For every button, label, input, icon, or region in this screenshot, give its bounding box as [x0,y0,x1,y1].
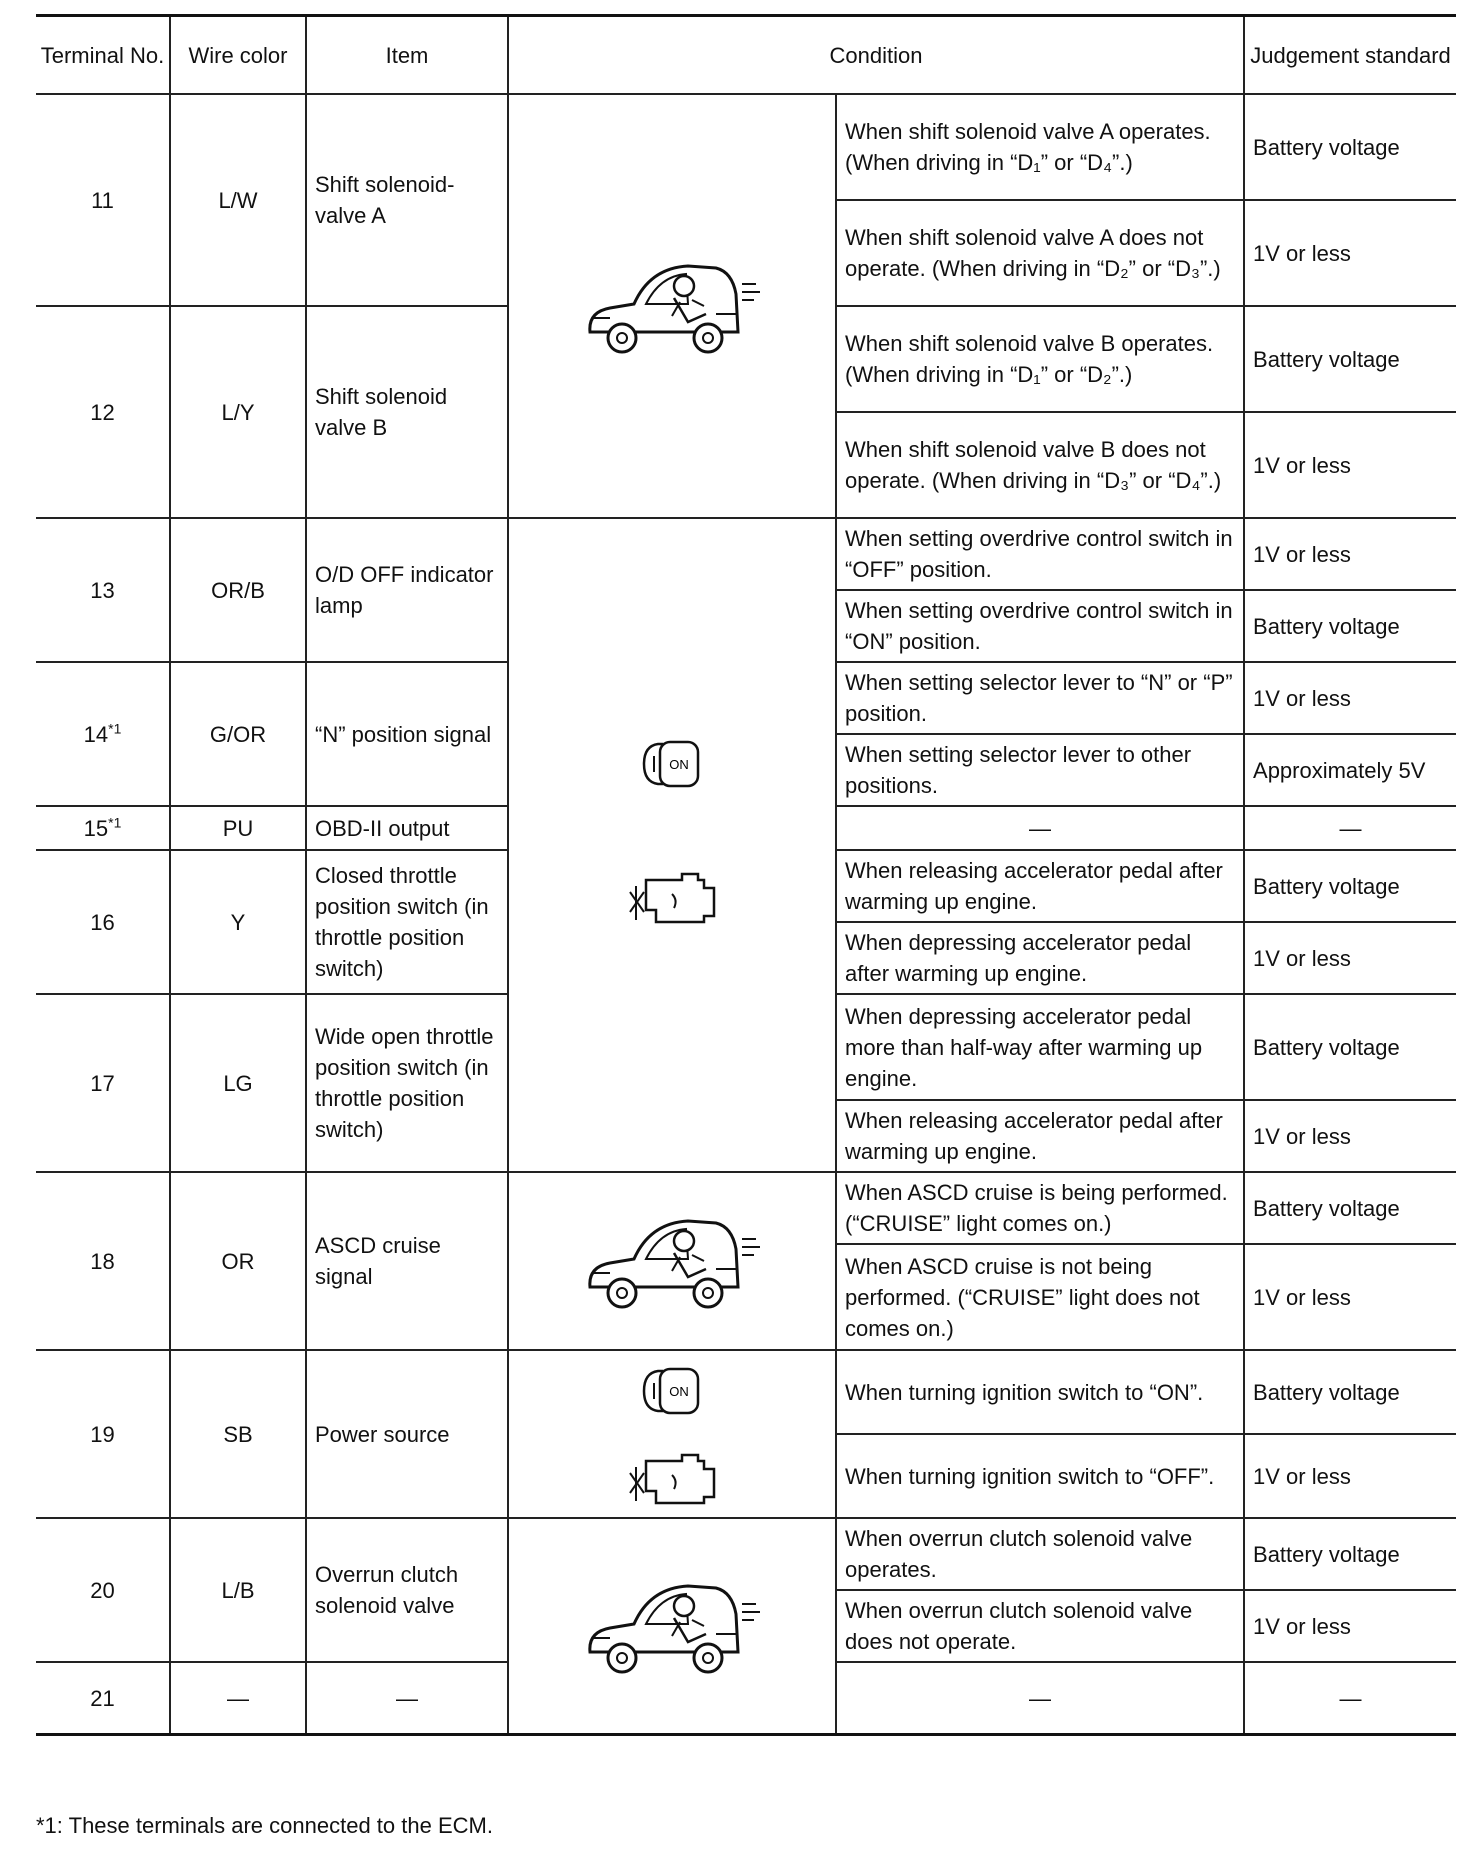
terminal-no [36,806,170,850]
judgement-standard: 1V or less [1244,1434,1456,1518]
judgement-standard: Battery voltage [1244,306,1456,412]
terminal-no: 11 [36,94,170,306]
header-terminal: Terminal No. [36,16,170,95]
condition-text: When setting selector lever to “N” or “P” position. [836,662,1244,734]
item: — [306,1662,508,1735]
judgement-standard: 1V or less [1244,662,1456,734]
judgement-standard: Battery voltage [1244,1350,1456,1434]
judgement-standard: — [1244,806,1456,850]
item: OBD-II output [306,806,508,850]
condition-icon-cell [508,94,836,518]
engine-running-icon [626,1445,718,1507]
terminal-no: 21 [36,1662,170,1735]
condition-text: When turning ignition switch to “ON”. [836,1350,1244,1434]
condition-text: When releasing accelerator pedal after warming up engine. [836,1100,1244,1172]
terminal-footnote-mark: *1 [108,720,122,737]
wire-color: OR [170,1172,306,1350]
condition-text: When setting overdrive control switch in “ON” position. [836,590,1244,662]
condition-icon-cell [508,518,836,1172]
car-driving-icon [576,1209,768,1313]
header-item: Item [306,16,508,95]
judgement-standard: 1V or less [1244,412,1456,518]
ignition-key-on-icon [640,1361,704,1421]
header-condition: Condition [508,16,1244,95]
car-driving-icon [576,254,768,358]
condition-text: When overrun clutch solenoid valve does not operate. [836,1590,1244,1662]
wire-color: G/OR [170,662,306,806]
terminal-no: 13 [36,518,170,662]
condition-text: When shift solenoid valve B does not operate. (When driving in “D₃” or “D₄”.) [836,412,1244,518]
terminal-number: 14 [83,721,109,747]
judgement-standard: 1V or less [1244,1244,1456,1350]
header-row [36,16,1456,95]
engine-running-icon [626,864,718,926]
header-wire-color: Wire color [170,16,306,95]
judgement-standard: 1V or less [1244,1100,1456,1172]
condition-text: When shift solenoid valve A operates. (When driving in “D₁” or “D₄”.) [836,94,1244,200]
judgement-standard: — [1244,1662,1456,1735]
judgement-standard: 1V or less [1244,518,1456,590]
condition-text: When setting overdrive control switch in “OFF” position. [836,518,1244,590]
item: ASCD cruise signal [306,1172,508,1350]
wire-color: OR/B [170,518,306,662]
wire-color: — [170,1662,306,1735]
wire-color: LG [170,994,306,1172]
footnote: *1: These terminals are connected to the ECM. [36,1813,493,1838]
table-row [36,518,1456,590]
item: Shift solenoid-valve A [306,94,508,306]
item: Overrun clutch solenoid valve [306,1518,508,1662]
terminal-number: 15 [83,815,109,841]
condition-text: — [836,1662,1244,1735]
terminal-footnote-mark: *1 [108,814,122,831]
car-driving-icon [576,1574,768,1678]
header-judgement: Judgement standard [1244,16,1456,95]
table-row [36,94,1456,200]
wire-color: L/W [170,94,306,306]
terminal-no [36,662,170,806]
judgement-standard: 1V or less [1244,200,1456,306]
ignition-key-on-icon [640,734,704,794]
condition-text: When depressing accelerator pedal more than half-way after warming up engine. [836,994,1244,1100]
item: Shift solenoid valve B [306,306,508,518]
key-on-label: ON [669,1384,689,1399]
table-row [36,1350,1456,1434]
condition-text: When shift solenoid valve B operates. (When driving in “D₁” or “D₂”.) [836,306,1244,412]
terminal-no: 20 [36,1518,170,1662]
judgement-standard: Approximately 5V [1244,734,1456,806]
condition-icon-cell [508,1350,836,1518]
item: O/D OFF indicator lamp [306,518,508,662]
terminal-no: 17 [36,994,170,1172]
wire-color: Y [170,850,306,994]
judgement-standard: 1V or less [1244,1590,1456,1662]
terminal-table [36,14,1456,1736]
item: “N” position signal [306,662,508,806]
judgement-standard: Battery voltage [1244,1518,1456,1590]
key-on-label: ON [669,757,689,772]
condition-text: When shift solenoid valve A does not operate. (When driving in “D₂” or “D₃”.) [836,200,1244,306]
judgement-standard: 1V or less [1244,922,1456,994]
item: Wide open throttle position switch (in throttle position switch) [306,994,508,1172]
condition-text: When setting selector lever to other positions. [836,734,1244,806]
judgement-standard: Battery voltage [1244,994,1456,1100]
condition-text: When turning ignition switch to “OFF”. [836,1434,1244,1518]
wire-color: SB [170,1350,306,1518]
wire-color: L/Y [170,306,306,518]
judgement-standard: Battery voltage [1244,1172,1456,1244]
table-row [36,1172,1456,1244]
terminal-no: 16 [36,850,170,994]
condition-icon-cell [508,1172,836,1350]
judgement-standard: Battery voltage [1244,94,1456,200]
terminal-no: 19 [36,1350,170,1518]
condition-text: — [836,806,1244,850]
terminal-no: 18 [36,1172,170,1350]
item: Power source [306,1350,508,1518]
wire-color: PU [170,806,306,850]
condition-icon-cell [508,1518,836,1735]
condition-text: When depressing accelerator pedal after warming up engine. [836,922,1244,994]
condition-text: When releasing accelerator pedal after warming up engine. [836,850,1244,922]
judgement-standard: Battery voltage [1244,850,1456,922]
terminal-no: 12 [36,306,170,518]
judgement-standard: Battery voltage [1244,590,1456,662]
item: Closed throttle position switch (in throttle position switch) [306,850,508,994]
terminal-table-wrapper [36,14,1456,1736]
wire-color: L/B [170,1518,306,1662]
condition-text: When overrun clutch solenoid valve operates. [836,1518,1244,1590]
condition-text: When ASCD cruise is being performed. (“CRUISE” light comes on.) [836,1172,1244,1244]
condition-text: When ASCD cruise is not being performed. (“CRUISE” light does not comes on.) [836,1244,1244,1350]
table-row [36,1518,1456,1590]
